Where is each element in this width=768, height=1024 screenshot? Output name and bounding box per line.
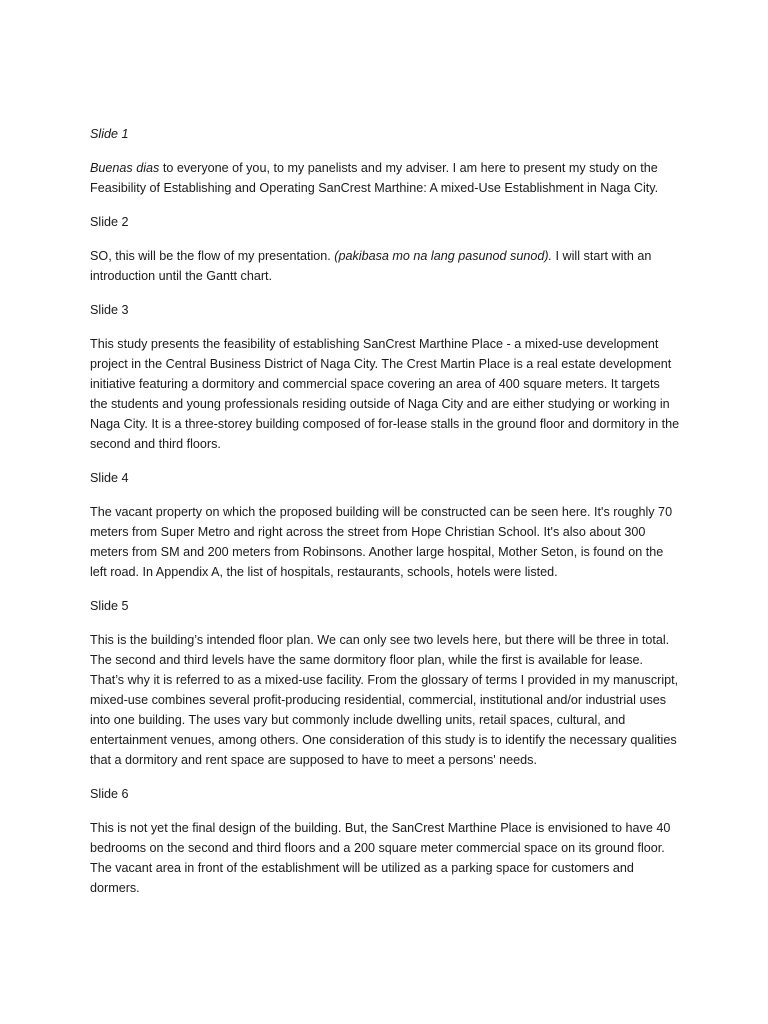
- slide-6-paragraph: This is not yet the final design of the building. But, the SanCrest Marthine Place is envisioned to have 40 bedrooms on the second and third floors and a 200 square meter commercial space on its ground floor. The vacant area in front of the establishment will be utilized as a parking space for customers and dormers.: [90, 821, 671, 895]
- slide-1-text: to everyone of you, to my panelists and my adviser. I am here to present my study on the Feasibility of Establishing and Operating SanCrest Marthine: A mixed-Use Establishment in Naga City.: [90, 161, 659, 195]
- slide-2-paragraph: [90, 246, 680, 286]
- slide-1-heading: Slide 1: [90, 127, 129, 141]
- slide-1-paragraph: [90, 158, 680, 198]
- greeting-text: Buenas dias: [90, 161, 160, 175]
- slide-2-heading: Slide 2: [90, 215, 129, 229]
- slide-3-paragraph: This study presents the feasibility of establishing SanCrest Marthine Place - a mixed-use development project in the Central Business District of Naga City. The Crest Martin Place is a real estate development initiative featuring a dormitory and commercial space covering an area of 400 square meters. It targets the students and young professionals residing outside of Naga City and are either studying or working in Naga City. It is a three-storey building composed of for-lease stalls in the ground floor and dormitory in the second and third floors.: [90, 337, 680, 451]
- slide-2-text-before: SO, this will be the flow of my presentation.: [90, 249, 335, 263]
- slide-2-text-after: I will start with an introduction until the Gantt chart.: [90, 249, 652, 283]
- slide-3-heading: Slide 3: [90, 303, 129, 317]
- slide-6-heading: Slide 6: [90, 787, 129, 801]
- slide-4-heading: Slide 4: [90, 471, 129, 485]
- slide-2-italic-note: (pakibasa mo na lang pasunod sunod).: [334, 249, 553, 263]
- slide-4-paragraph: The vacant property on which the proposed building will be constructed can be seen here. It's roughly 70 meters from Super Metro and right across the street from Hope Christian School. It's also about 300 meters from SM and 200 meters from Robinsons. Another large hospital, Mother Seton, is found on the left road. In Appendix A, the list of hospitals, restaurants, schools, hotels were listed.: [90, 505, 673, 579]
- document-page: [90, 124, 680, 912]
- slide-5-paragraph: This is the building’s intended floor plan. We can only see two levels here, but there will be three in total. The second and third levels have the same dormitory floor plan, while the first is available for lease. That’s why it is referred to as a mixed-use facility. From the glossary of terms I provided in my manuscript, mixed-use combines several profit-producing residential, commercial, institutional and/or industrial uses into one building. The uses vary but commonly include dwelling units, retail spaces, cultural, and entertainment venues, among others. One consideration of this study is to identify the necessary qualities that a dormitory and rent space are supposed to have to meet a persons' needs.: [90, 633, 679, 767]
- slide-5-heading: Slide 5: [90, 599, 129, 613]
